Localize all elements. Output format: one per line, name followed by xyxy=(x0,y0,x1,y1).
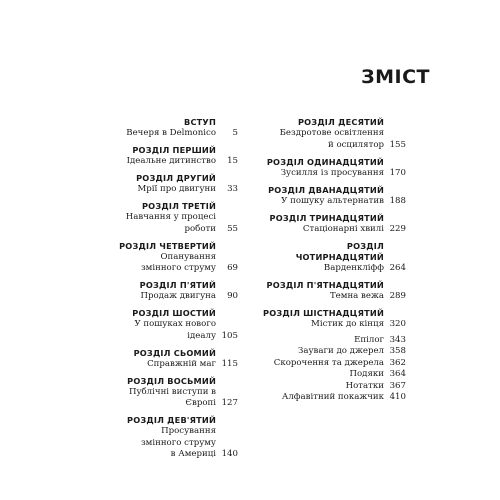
page-number: 358 xyxy=(389,346,406,356)
chapter-heading: РОЗДІЛ СЬОМИЙ xyxy=(133,347,216,358)
chapter-heading: РОЗДІЛ ВОСЬМИЙ xyxy=(127,375,216,386)
page-number: 188 xyxy=(389,195,406,206)
page-number: 264 xyxy=(389,262,406,273)
chapter-title-line: Мрії про двигуни xyxy=(137,184,216,194)
toc-entry xyxy=(260,185,406,208)
back-matter-title: Подяки xyxy=(349,369,384,379)
chapter-heading: РОЗДІЛ П'ЯТИЙ xyxy=(139,280,216,290)
chapter-title-line: Зусилля із просування xyxy=(280,167,384,178)
page-number: 362 xyxy=(389,357,406,368)
back-matter-title: Алфавітний покажчик xyxy=(281,392,384,402)
chapter-title xyxy=(118,128,238,140)
page-number: 155 xyxy=(389,139,406,150)
back-matter-title: Зауваги до джерел xyxy=(298,346,384,356)
chapter-title-line: У пошуках нового ідеалу xyxy=(134,319,216,341)
chapter-heading: РОЗДІЛ П'ЯТНАДЦЯТИЙ xyxy=(266,279,384,290)
chapter-title xyxy=(118,184,238,196)
toc-entry xyxy=(118,117,238,140)
back-matter-title: Нотатки xyxy=(345,380,384,391)
chapter-title-line: Публічні виступи в Європі xyxy=(128,386,216,408)
chapter-title-line: в Америці xyxy=(170,449,216,459)
chapter-heading: ВСТУП xyxy=(184,117,216,127)
chapter-title-line: Продаж двигуна xyxy=(140,291,216,301)
chapter-title xyxy=(260,263,406,275)
page-number: 55 xyxy=(227,223,238,234)
toc-entry xyxy=(260,280,406,303)
chapter-title xyxy=(260,196,406,208)
chapter-heading: РОЗДІЛ ПЕРШИЙ xyxy=(132,145,216,155)
toc-entry xyxy=(118,145,238,168)
chapter-title xyxy=(260,224,406,236)
chapter-title xyxy=(118,291,238,303)
toc-entry xyxy=(118,241,238,275)
page-number: 127 xyxy=(221,398,238,408)
chapter-title-line: Навчання у процесі роботи xyxy=(125,212,216,234)
toc-entry xyxy=(260,117,406,151)
toc-entry xyxy=(118,415,238,461)
toc-entry xyxy=(118,348,238,371)
page-number: 320 xyxy=(389,318,406,329)
chapter-title xyxy=(118,252,238,275)
chapter-title xyxy=(118,156,238,168)
toc-entry xyxy=(118,376,238,410)
page-number: 343 xyxy=(389,334,406,345)
page-number: 5 xyxy=(232,128,238,138)
chapter-title-line: Ідеальне дитинство xyxy=(126,156,216,166)
chapter-title-line: У пошуку альтернатив xyxy=(281,195,384,206)
toc-entry xyxy=(118,201,238,235)
toc-entry xyxy=(118,280,238,303)
chapter-title xyxy=(260,291,406,303)
toc-entry xyxy=(260,241,406,275)
chapter-title xyxy=(118,212,238,235)
toc-right-column xyxy=(260,117,406,404)
chapter-title xyxy=(118,387,238,410)
page-number: 170 xyxy=(389,167,406,178)
back-matter-item xyxy=(260,369,406,381)
page-number: 90 xyxy=(227,291,238,301)
toc-left-column xyxy=(118,117,238,466)
back-matter-title: Скорочення та джерела xyxy=(273,357,384,368)
page-number: 105 xyxy=(221,330,238,341)
chapter-heading: РОЗДІЛ ТРИНАДЦЯТИЙ xyxy=(269,212,384,223)
chapter-title-line: Вечеря в Delmonico xyxy=(126,128,216,138)
chapter-title-line: Містик до кінця xyxy=(311,318,384,329)
chapter-title-line: Справжній маг xyxy=(147,358,216,369)
toc-entry xyxy=(260,213,406,236)
toc-entry xyxy=(260,157,406,180)
chapter-title-line: Бездротове освітлення xyxy=(279,128,384,138)
page-number: 33 xyxy=(227,184,238,194)
chapter-heading: РОЗДІЛ ДВАНАДЦЯТИЙ xyxy=(268,184,384,195)
chapter-title xyxy=(260,319,406,331)
chapter-heading: РОЗДІЛ ОДИНАДЦЯТИЙ xyxy=(266,156,384,167)
back-matter-item xyxy=(260,392,406,404)
chapter-title xyxy=(260,168,406,180)
chapter-title-line: Темна вежа xyxy=(329,290,384,301)
back-matter-item xyxy=(260,346,406,358)
chapter-heading: РОЗДІЛ ДЕВ'ЯТИЙ xyxy=(127,415,216,425)
chapter-heading: РОЗДІЛ ШІСТНАДЦЯТИЙ xyxy=(263,307,384,318)
chapter-title-line: Стаціонарні хвилі xyxy=(302,223,384,234)
chapter-title-line: Просування змінного струму xyxy=(140,426,216,448)
page-number: 289 xyxy=(389,290,406,301)
back-matter-title: Епілог xyxy=(354,334,384,345)
chapter-title xyxy=(260,128,406,151)
page-number: 229 xyxy=(389,223,406,234)
page-number: 140 xyxy=(221,449,238,459)
chapter-title-line: Варденкліфф xyxy=(323,262,384,273)
page-number: 15 xyxy=(227,156,238,166)
back-matter-list xyxy=(260,335,406,404)
chapter-title-line: й осцилятор xyxy=(327,139,384,150)
page-number: 410 xyxy=(389,392,406,402)
back-matter-item xyxy=(260,381,406,393)
page-number: 69 xyxy=(227,263,238,273)
page-number: 364 xyxy=(389,369,406,379)
chapter-heading: РОЗДІЛ ЧЕТВЕРТИЙ xyxy=(119,240,216,251)
chapter-title xyxy=(118,359,238,371)
chapter-heading: РОЗДІЛ ЧОТИРНАДЦЯТИЙ xyxy=(295,240,384,262)
chapter-heading: РОЗДІЛ ШОСТИЙ xyxy=(132,308,216,318)
page-number: 115 xyxy=(221,358,238,369)
toc-entry xyxy=(118,308,238,342)
chapter-title xyxy=(118,319,238,342)
page-title: ЗМІСТ xyxy=(361,66,430,88)
back-matter-item xyxy=(260,358,406,370)
chapter-title-line: Опанування змінного струму xyxy=(140,251,216,273)
toc-entry xyxy=(118,173,238,196)
page-number: 367 xyxy=(389,380,406,391)
chapter-heading: РОЗДІЛ ДРУГИЙ xyxy=(136,173,216,183)
chapter-heading: РОЗДІЛ ТРЕТІЙ xyxy=(141,201,216,211)
chapter-title xyxy=(118,426,238,461)
chapter-heading: РОЗДІЛ ДЕСЯТИЙ xyxy=(297,117,384,127)
back-matter-item xyxy=(260,335,406,347)
toc-entry xyxy=(260,308,406,331)
